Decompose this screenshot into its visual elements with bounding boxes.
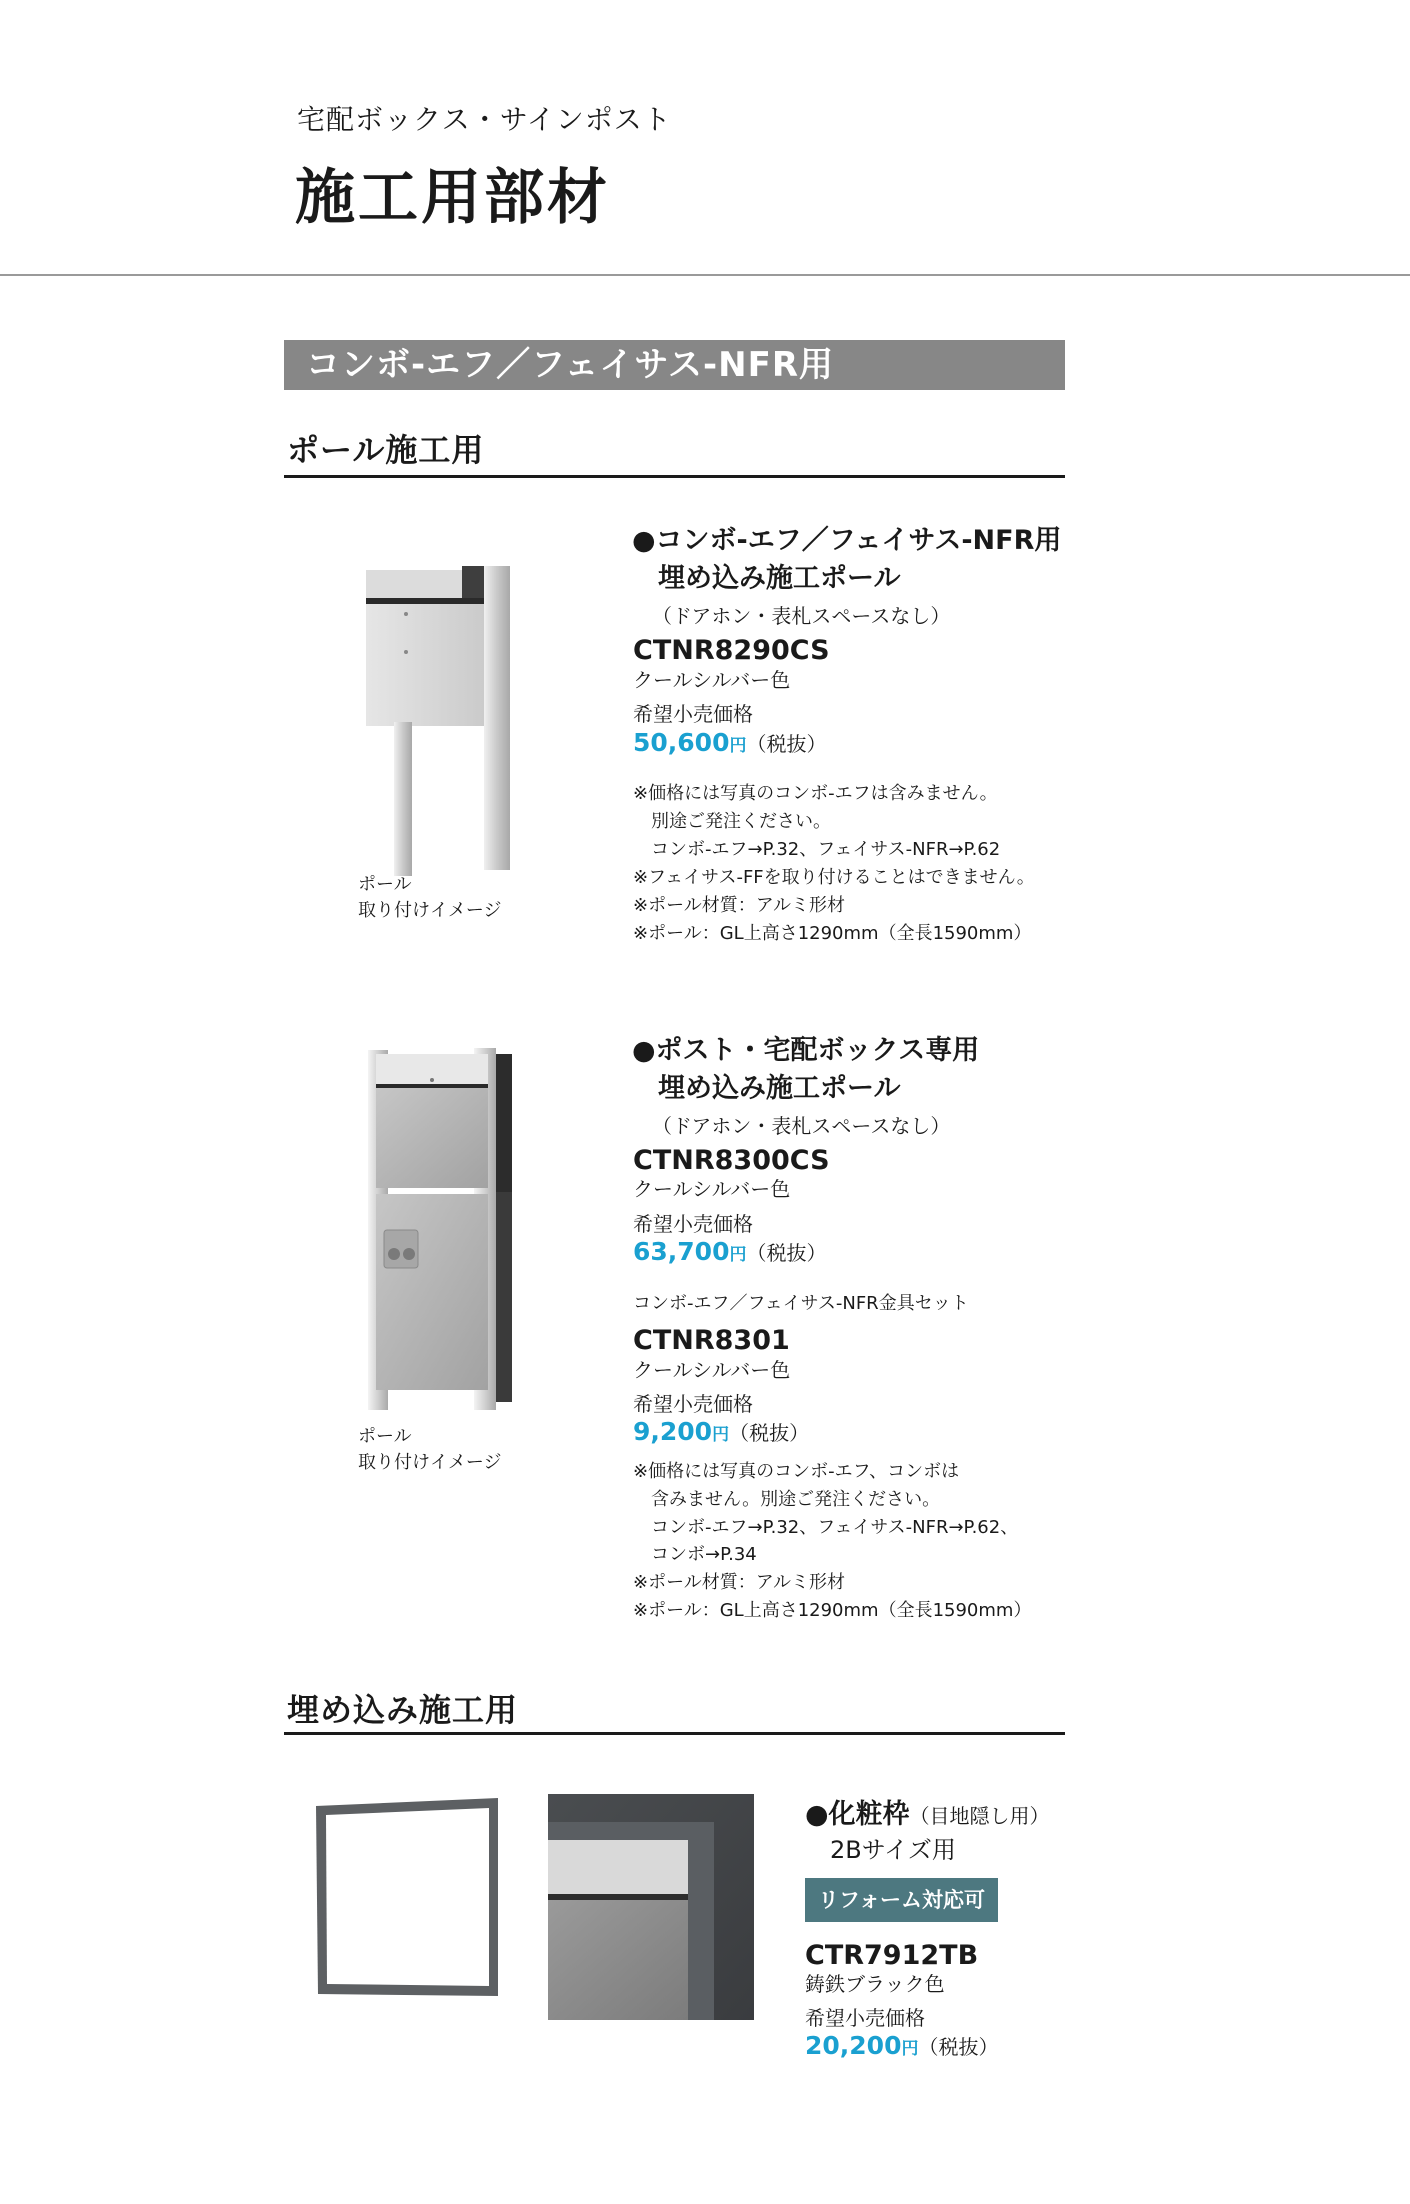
product2-price-unit: 円	[729, 1245, 747, 1265]
product2-price	[633, 1237, 826, 1266]
product1-note: ※価格には写真のコンボ-エフは含みません。	[633, 783, 998, 804]
header-divider	[0, 274, 1410, 276]
frame-product-model: CTR7912TB	[805, 1940, 979, 1971]
product1-name-line1: ●コンボ-エフ／フェイサス-NFR用	[632, 525, 1062, 556]
frame-product-name-paren: （目地隠し用）	[909, 1804, 1050, 1828]
product1-price-tax: （税抜）	[746, 732, 827, 756]
product2-note: コンボ-エフ→P.32、フェイサス-NFR→P.62、	[633, 1517, 1019, 1538]
frame-product-price-label: 希望小売価格	[805, 2006, 925, 2030]
product2-price-label: 希望小売価格	[633, 1212, 753, 1236]
product2-set-price-tax: （税抜）	[729, 1421, 810, 1445]
product2-note: 含みません。別途ご発注ください。	[633, 1489, 941, 1510]
product2-model: CTNR8300CS	[633, 1145, 830, 1176]
section-band-title: コンボ-エフ／フェイサス-NFR用	[284, 340, 1065, 390]
frame-product-image	[314, 1798, 500, 1998]
product2-note: コンボ→P.34	[633, 1544, 757, 1565]
product1-note: 別途ご発注ください。	[633, 811, 831, 832]
product1-model: CTNR8290CS	[633, 635, 830, 666]
product1-note: コンボ-エフ→P.32、フェイサス-NFR→P.62	[633, 839, 1001, 860]
product1-color: クールシルバー色	[633, 668, 791, 692]
product2-note: ※価格には写真のコンボ-エフ、コンボは	[633, 1461, 960, 1482]
embed-section-heading: 埋め込み施工用	[287, 1691, 519, 1729]
page-title: 施工用部材	[295, 163, 610, 233]
product2-caption-line2: 取り付けイメージ	[358, 1452, 502, 1473]
product1-subnote: （ドアホン・表札スペースなし）	[652, 604, 951, 628]
product2-caption-line1: ポール	[358, 1426, 412, 1447]
product2-price-value: 63,700	[633, 1237, 730, 1266]
product2-set-price-label: 希望小売価格	[633, 1392, 753, 1416]
frame-product-name-main: ●化粧枠	[805, 1799, 910, 1830]
product1-price-label: 希望小売価格	[633, 702, 753, 726]
product1-note: ※ポール：GL上高さ1290mm（全長1590mm）	[633, 923, 1032, 944]
product2-pole-image	[362, 1044, 526, 1414]
pole-section-divider	[284, 475, 1065, 478]
product2-set-model: CTNR8301	[633, 1325, 790, 1356]
pole-section-heading: ポール施工用	[287, 431, 485, 469]
product2-name-line2: 埋め込み施工ポール	[658, 1073, 901, 1104]
product1-price-unit: 円	[729, 736, 747, 756]
frame-product-size: 2Bサイズ用	[830, 1836, 956, 1864]
product1-note: ※フェイサス-FFを取り付けることはできません。	[633, 867, 1035, 888]
product1-name-line2: 埋め込み施工ポール	[658, 563, 901, 594]
frame-product-price	[805, 2031, 998, 2060]
frame-product-price-tax: （税抜）	[918, 2035, 999, 2059]
product2-subnote: （ドアホン・表札スペースなし）	[652, 1114, 951, 1138]
product1-note: ※ポール材質：アルミ形材	[633, 895, 846, 916]
product1-pole-image	[362, 562, 520, 880]
product2-note: ※ポール材質：アルミ形材	[633, 1572, 846, 1593]
product2-note: ※ポール：GL上高さ1290mm（全長1590mm）	[633, 1600, 1032, 1621]
product1-caption-line2: 取り付けイメージ	[358, 900, 502, 921]
frame-closeup-image	[548, 1794, 754, 2020]
product1-price-value: 50,600	[633, 728, 730, 757]
reform-badge: リフォーム対応可	[805, 1878, 998, 1922]
frame-product-name	[805, 1792, 1050, 1831]
product2-price-tax: （税抜）	[746, 1241, 827, 1265]
product2-set-label: コンボ-エフ／フェイサス-NFR金具セット	[633, 1293, 969, 1314]
frame-product-price-unit: 円	[901, 2039, 919, 2059]
product2-set-price-unit: 円	[712, 1425, 730, 1445]
product2-color: クールシルバー色	[633, 1177, 791, 1201]
product2-set-price	[633, 1417, 809, 1446]
embed-section-divider	[284, 1732, 1065, 1735]
frame-product-price-value: 20,200	[805, 2031, 902, 2060]
product2-set-price-value: 9,200	[633, 1417, 713, 1446]
product2-name-line1: ●ポスト・宅配ボックス専用	[632, 1035, 980, 1066]
header-subtitle: 宅配ボックス・サインポスト	[297, 103, 672, 136]
frame-product-color: 鋳鉄ブラック色	[805, 1972, 945, 1996]
product1-caption-line1: ポール	[358, 874, 412, 895]
product2-set-color: クールシルバー色	[633, 1358, 791, 1382]
product1-price	[633, 728, 826, 757]
